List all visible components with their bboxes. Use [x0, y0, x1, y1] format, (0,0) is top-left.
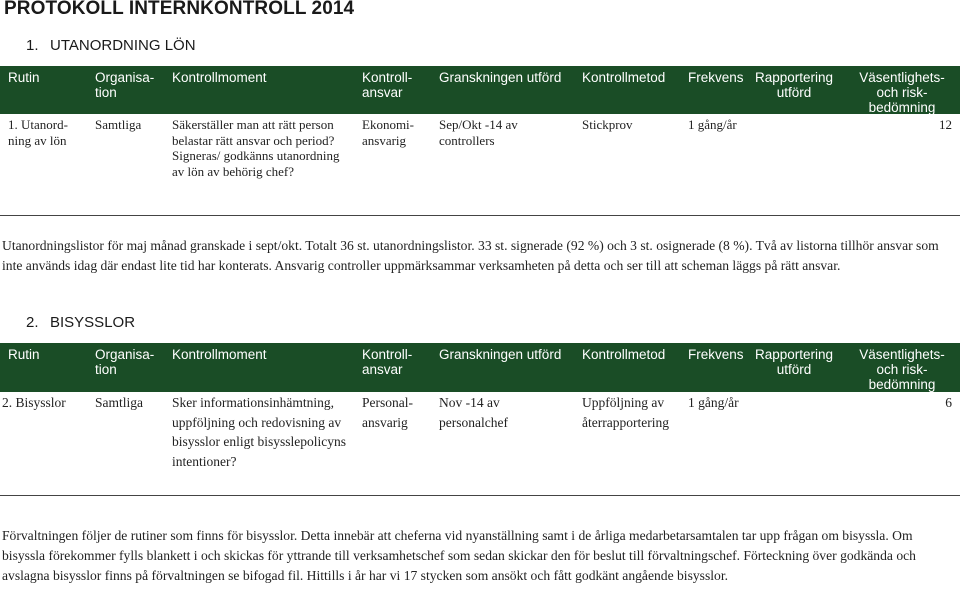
header-rapportering-utford: Rapportering utförd [754, 347, 834, 377]
header-granskningen-utford: Granskningen utförd [439, 347, 562, 362]
header-organisation: Organisa-tion [95, 70, 155, 100]
cell-granskningen-utford: Nov -14 av personalchef [439, 395, 508, 430]
header-kontrollmoment: Kontrollmoment [172, 347, 267, 362]
cell-rutin: 2. Bisysslor [2, 395, 66, 410]
section-1-summary: Utanordningslistor för maj månad granskade i sept/okt. Totalt 36 st. utanordningslistor. 33 st. signerade (92 %) och 3 st. osignerade (8 %). Två av listorna tillhör ansvar som inte används idag där endast lite tid har konterats. Ansvarig controller uppmärksammar verksamheten på detta och ser till att scheman läggs på rätt ansvar. [2, 238, 939, 273]
header-rutin: Rutin [8, 70, 40, 85]
header-kontrollmoment: Kontrollmoment [172, 70, 267, 85]
section-2-summary: Förvaltningen följer de rutiner som finns för bisysslor. Detta innebär att cheferna vid nyanställning samt i de årliga medarbetarsamtalen tar upp frågan om bisyssla. Om bisyssla förekommer fylls blankett i och skickas för yttrande till verksamhetschef som sedan skickar den för beslut till förvaltningschef. Förteckning över godkända och avslagna bisysslor finns på förvaltningen se bifogad fil. Hittills i år har vi 17 stycken som ansökt och fått godkänt angående bisysslor. [2, 528, 916, 583]
section-1-heading: UTANORDNING LÖN [50, 37, 196, 54]
cell-frekvens: 1 gång/år [688, 395, 739, 410]
cell-organisation: Samtliga [95, 117, 142, 132]
cell-kontrollansvar: Personal-ansvarig [362, 395, 413, 430]
header-rapportering-utford: Rapportering utförd [754, 70, 834, 100]
header-frekvens: Frekvens [688, 347, 744, 362]
section-2-table-bottom-rule [0, 495, 960, 496]
document-title: PROTOKOLL INTERNKONTROLL 2014 [4, 0, 355, 19]
cell-kontrollmetod: Uppföljning av återrapportering [582, 395, 669, 430]
section-2-heading: BISYSSLOR [50, 314, 136, 331]
cell-vasentlighet: 12 [939, 117, 952, 132]
section-2-heading-number: 2. [26, 314, 39, 331]
cell-kontrollmetod: Stickprov [582, 117, 633, 132]
cell-frekvens: 1 gång/år [688, 117, 737, 132]
cell-kontrollmoment: Sker informationsinhämtning, uppföljning och redovisning av bisysslor enligt bisysslepolicyns intentioner? [172, 395, 347, 469]
header-rutin: Rutin [8, 347, 40, 362]
section-1-heading-number: 1. [26, 37, 39, 54]
header-vasentlighet: Väsentlighets-och risk-bedömning [859, 70, 945, 115]
cell-granskningen-utford: Sep/Okt -14 av controllers [439, 117, 518, 148]
section-1-table-bottom-rule [0, 215, 960, 216]
header-organisation: Organisa-tion [95, 347, 155, 377]
header-kontrollansvar: Kontroll-ansvar [362, 347, 413, 377]
cell-kontrollmoment: Säkerställer man att rätt person belastar rätt ansvar och period? Signeras/ godkänns utanordning av lön av behörig chef? [172, 117, 340, 179]
header-vasentlighet: Väsentlighets-och risk-bedömning [859, 347, 945, 392]
header-granskningen-utford: Granskningen utförd [439, 70, 562, 85]
cell-vasentlighet: 6 [945, 395, 952, 410]
header-frekvens: Frekvens [688, 70, 744, 85]
header-kontrollansvar: Kontroll-ansvar [362, 70, 413, 100]
cell-kontrollansvar: Ekonomi-ansvarig [362, 117, 414, 148]
header-kontrollmetod: Kontrollmetod [582, 70, 666, 85]
cell-rutin: 1. Utanord-ning av lön [8, 117, 68, 148]
header-kontrollmetod: Kontrollmetod [582, 347, 666, 362]
cell-organisation: Samtliga [95, 395, 143, 410]
